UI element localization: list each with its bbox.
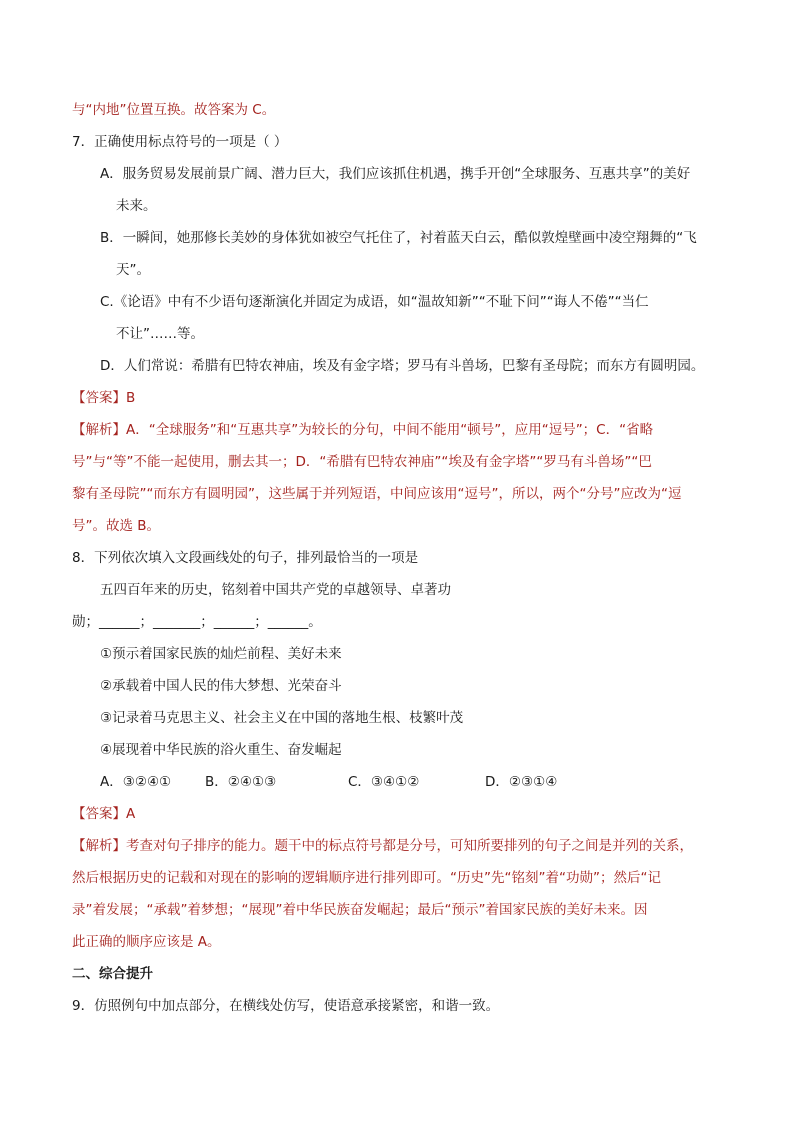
question-8-analysis-line-2: 然后根据历史的记载和对现在的影响的逻辑顺序进行排列即可。“历史”先“铭刻”着“功勋”；然后“记 [72,870,661,886]
question-8-analysis-line-3: 录”着发展；“承载”着梦想；“展现”着中华民族奋发崛起；最后“预示”着国家民族的美好未来。因 [72,902,648,918]
question-7-analysis-line-3: 黎有圣母院”“而东方有圆明园”，这些属于并列短语，中间应该用“逗号”，所以，两个“分号”应改为“逗 [72,486,682,502]
question-8-blanks: 勋；______；_______；______；______。 [72,614,322,630]
question-9-stem: 9．仿照例句中加点部分，在横线处仿写，使语意承接紧密，和谐一致。 [72,998,500,1014]
question-7-option-c: C.《论语》中有不少语句逐渐演化并固定为成语，如“温故知新”“不耻下问”“诲人不倦”“当仁 [100,294,649,310]
question-8-option-a: A．③②④① [100,774,172,790]
question-7-option-b: B．一瞬间，她那修长美妙的身体犹如被空气托住了，衬着蓝天白云，酷似敦煌壁画中凌空翔舞的“飞 [100,230,697,246]
question-7-analysis-line-4: 号”。故选 B。 [72,518,161,534]
question-8-option-d: D．②③①④ [485,774,558,790]
section-heading: 二、综合提升 [72,966,153,982]
question-8-stem: 8．下列依次填入文段画线处的句子，排列最恰当的一项是 [72,550,419,566]
question-7-option-a-cont: 未来。 [116,198,157,214]
prev-answer-tail: 与“内地”位置互换。故答案为 C。 [72,102,276,118]
question-8-option-c: C．③④①② [348,774,420,790]
question-8-sentence-3: ③记录着马克思主义、社会主义在中国的落地生根、枝繁叶茂 [100,710,464,726]
question-8-sentence-2: ②承载着中国人民的伟大梦想、光荣奋斗 [100,678,342,694]
question-8-passage: 五四百年来的历史，铭刻着中国共产党的卓越领导、卓著功 [100,582,451,598]
question-7-analysis-line-2: 号”与“等”不能一起使用，删去其一；D．“希腊有巴特农神庙”“埃及有金字塔”“罗马有斗兽场”“巴 [72,454,652,470]
question-7-option-a: A．服务贸易发展前景广阔、潜力巨大，我们应该抓住机遇，携手开创“全球服务、互惠共享”的美好 [100,166,691,182]
question-7-answer: 【答案】B [72,390,136,406]
question-8-analysis-line-4: 此正确的顺序应该是 A。 [72,934,221,950]
question-7-option-c-cont: 不让”……等。 [116,326,204,342]
question-8-answer: 【答案】A [72,806,136,822]
question-8-sentence-4: ④展现着中华民族的浴火重生、奋发崛起 [100,742,342,758]
question-7-stem: 7．正确使用标点符号的一项是（ ） [72,134,288,150]
question-8-sentence-1: ①预示着国家民族的灿烂前程、美好未来 [100,646,342,662]
question-7-analysis: 【解析】A．“全球服务”和“互惠共享”为较长的分句，中间不能用“顿号”，应用“逗号”；C．“省略 [72,422,654,438]
question-8-option-b: B．②④①③ [205,774,277,790]
question-7-option-d: D．人们常说：希腊有巴特农神庙，埃及有金字塔；罗马有斗兽场，巴黎有圣母院；而东方有圆明园。 [100,358,705,374]
question-7-option-b-cont: 天”。 [116,262,150,278]
question-8-analysis: 【解析】考查对句子排序的能力。题干中的标点符号都是分号，可知所要排列的句子之间是并列的关系， [72,838,693,854]
